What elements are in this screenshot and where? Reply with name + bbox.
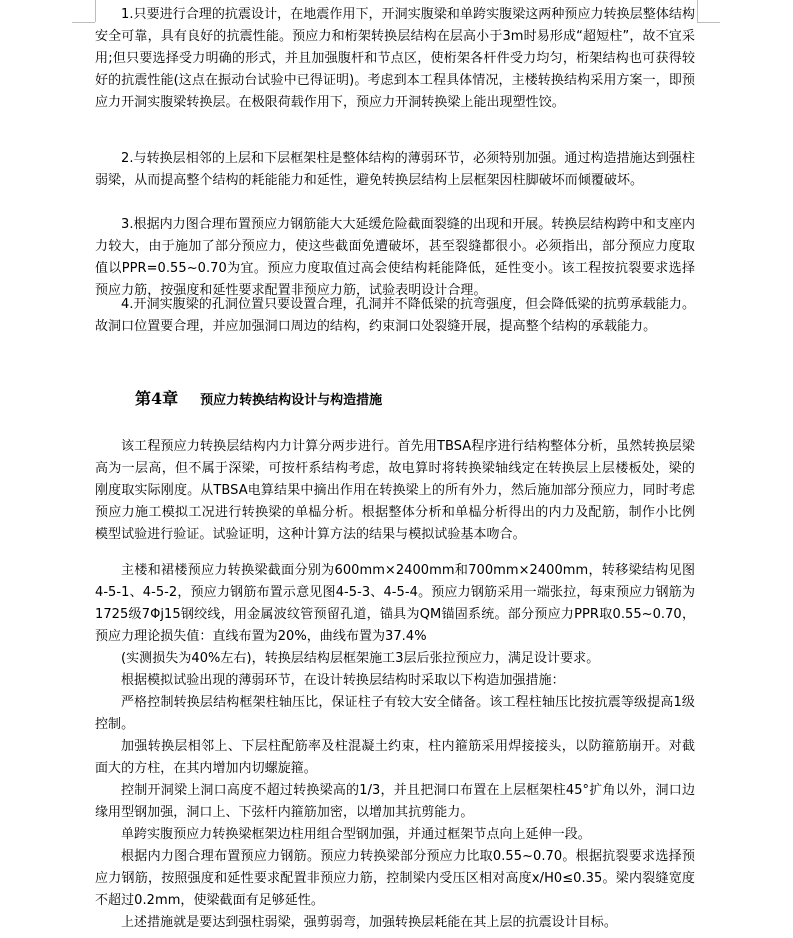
crop-mark-right [697,0,698,22]
crop-mark-left-h [72,22,95,23]
paragraph: 严格控制转换层结构框架柱轴压比，保证柱子有较大安全储备。该工程柱轴压比按抗震等级提高1级控制。 [95,695,695,732]
paragraph: 主楼和裙楼预应力转换梁截面分别为600mm×2400mm和700mm×2400mm，转移梁结构见图4-5-1、4-5-2，预应力钢筋布置示意见图4-5-3、4-5-4。预应力钢筋采用一端张拉，每束预应力钢筋为1725级7Φj15钢绞线，用金属波纹管预留孔道，锚具为QM锚固系统。部分预应力PPR取0.55~0.70，预应力理论损失值：直线布置为20%，曲线布置为37.4% [95,563,695,644]
paragraph: 根据内力图合理布置预应力钢筋。预应力转换梁部分预应力比取0.55~0.70。根据抗裂要求选择预应力钢筋，按照强度和延性要求配置非预应力筋，控制梁内受压区相对高度x/H0≤0.35。梁内裂缝宽度不超过0.2mm，使梁截面有足够延性。 [95,849,695,908]
paragraph: 该工程预应力转换层结构内力计算分两步进行。首先用TBSA程序进行结构整体分析，虽然转换层梁高为一层高，但不属于深梁，可按杆系结构考虑，故电算时将转换梁轴线定在转换层上层楼板处，梁的刚度取实际刚度。从TBSA电算结果中摘出作用在转换梁上的所有外力，然后施加部分预应力，同时考虑预应力施工模拟工况进行转换梁的单榀分析。根据整体分析和单榀分析得出的内力及配筋，制作小比例模型试验进行验证。试验证明，这种计算方法的结果与模拟试验基本吻合。 [95,439,695,542]
paragraph: 控制开洞梁上洞口高度不超过转换梁高的1/3，并且把洞口布置在上层框架柱45°扩角以外，洞口边缘用型钢加强，洞口上、下弦杆内箍筋加密，以增加其抗剪能力。 [95,783,695,820]
paragraph: 3.根据内力图合理布置预应力钢筋能大大延缓危险截面裂缝的出现和开展。转换层结构跨中和支座内力较大，由于施加了部分预应力，使这些截面免遭破坏，甚至裂缝都很小。必须指出，部分预应力度取值以PPR=0.55~0.70为宜。预应力度取值过高会使结构耗能降低，延性变小。该工程按抗裂要求选择预应力筋，按强度和延性要求配置非预应力筋，试验表明设计合理。 [95,217,695,298]
paragraph: 加强转换层相邻上、下层柱配筋率及柱混凝土约束，柱内箍筋采用焊接接头，以防箍筋崩开。对截面大的方柱，在其内增加内切螺旋箍。 [95,739,695,776]
paragraph: (实测损失为40%左右)，转换层结构层框架施工3层后张拉预应力，满足设计要求。 [121,651,600,666]
paragraph: 单跨实腹预应力转换梁框架边柱用组合型钢加强，并通过框架节点向上延伸一段。 [121,827,591,842]
chapter-title: 预应力转换结构设计与构造措施 [200,393,383,408]
chapter-number: 第4章 [135,389,179,408]
chapter-heading [135,386,382,409]
paragraph: 1.只要进行合理的抗震设计，在地震作用下，开洞实腹梁和单跨实腹梁这两种预应力转换层整体结构安全可靠，具有良好的抗震性能。预应力和桁架转换层结构在层高小于3m时易形成“超短柱”，故不宜采用;但只要选择受力明确的形式，并且加强腹杆和节点区，使桁架各杆件受力均匀，桁架结构也可获得较好的抗震性能(这点在振动台试验中已得证明)。考虑到本工程具体情况，主楼转换结构采用方案一，即预应力开洞实腹梁转换层。在极限荷载作用下，预应力开洞转换梁上能出现塑性饺。 [95,7,695,110]
paragraph: 根据模拟试验出现的薄弱环节，在设计转换层结构时采取以下构造加强措施： [121,673,565,688]
crop-mark-right-h [697,22,720,23]
paragraph: 上述措施就是要达到强柱弱梁，强剪弱弯，加强转换层耗能在其上层的抗震设计目标。 [121,915,617,930]
paragraph: 4.开洞实腹梁的孔洞位置只要设置合理，孔洞并不降低梁的抗弯强度，但会降低梁的抗剪承载能力。故洞口位置要合理，并应加强洞口周边的结构，约束洞口处裂缝开展，提高整个结构的承载能力。 [95,297,695,334]
paragraph: 2.与转换层相邻的上层和下层框架柱是整体结构的薄弱环节，必须特别加强。通过构造措施达到强柱弱梁，从而提高整个结构的耗能能力和延性，避免转换层结构上层框架因柱脚破坏而倾覆破坏。 [95,151,695,188]
